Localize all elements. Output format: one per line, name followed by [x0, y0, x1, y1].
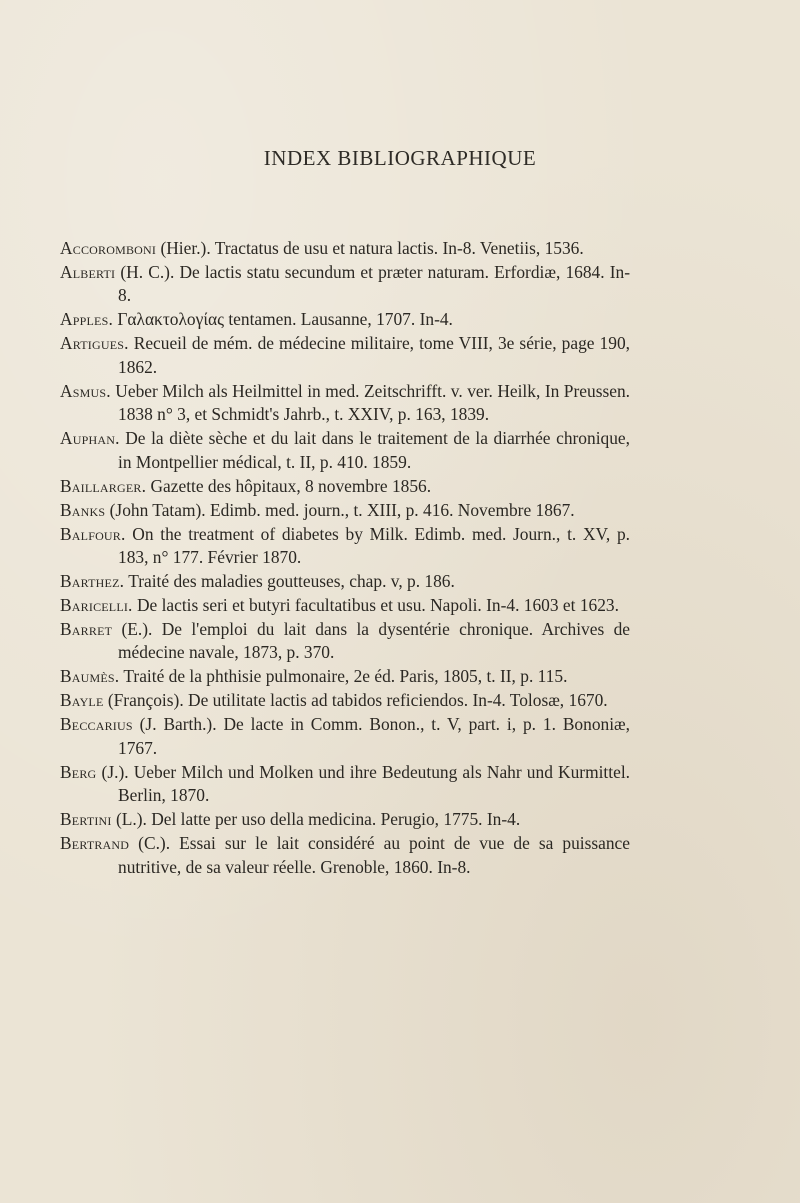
bibliography-entry: [60, 332, 630, 379]
entry-author: Berg: [60, 761, 97, 782]
bibliography-entry: [60, 808, 630, 831]
bibliography-entry: [60, 665, 630, 688]
entry-text: (C.). Essai sur le lait considéré au point de vue de sa puissance nutritive, de sa valeur réelle. Grenoble, 1860. In-8.: [118, 833, 630, 877]
bibliography-entry: [60, 523, 630, 570]
entry-text: (John Tatam). Edimb. med. journ., t. XIII, p. 416. Novembre 1867.: [105, 499, 575, 520]
entry-author: Asmus.: [60, 380, 111, 401]
entry-author: Baumès.: [60, 666, 120, 687]
bibliography-entry: [60, 594, 630, 617]
entry-text: De la diète sèche et du lait dans le traitement de la diarrhée chronique, in Montpellier médical, t. II, p. 410. 1859.: [118, 428, 630, 472]
entry-text: Traité des maladies goutteuses, chap. v, p. 186.: [124, 571, 455, 592]
page-title: INDEX BIBLIOGRAPHIQUE: [263, 146, 537, 170]
entry-text: Ueber Milch als Heilmittel in med. Zeitschrifft. v. ver. Heilk, In Preussen. 1838 n° 3, et Schmidt's Jahrb., t. XXIV, p. 163, 1839.: [110, 380, 630, 425]
entry-author: Auphan.: [60, 428, 120, 449]
entry-author: Barthez.: [60, 571, 125, 592]
entry-author: Bayle: [60, 690, 104, 711]
entry-text: Γαλακτολογίας tentamen. Lausanne, 1707. In-4.: [113, 309, 453, 330]
bibliography-entry: [60, 832, 630, 879]
entry-text: Recueil de mém. de médecine militaire, tome VIII, 3e série, page 190, 1862.: [118, 333, 630, 377]
entry-text: Gazette des hôpitaux, 8 novembre 1856.: [146, 475, 432, 496]
bibliography-entry: [60, 689, 630, 712]
bibliography-entry: [60, 713, 630, 760]
bibliography-entry: [60, 427, 630, 474]
entry-text: (J. Barth.). De lacte in Comm. Bonon., t. V, part. i, p. 1. Bononiæ, 1767.: [118, 714, 630, 758]
bibliography-entry: [60, 499, 630, 522]
entry-text: On the treatment of diabetes by Milk. Edimb. med. Journ., t. XV, p. 183, n° 177. Février 1870.: [118, 523, 630, 568]
entry-author: Artigues.: [60, 333, 129, 354]
entry-author: Balfour.: [60, 523, 126, 544]
entry-text: (J.). Ueber Milch und Molken und ihre Bedeutung als Nahr und Kurmittel. Berlin, 1870.: [96, 761, 630, 806]
entry-author: Baillarger.: [60, 475, 147, 496]
bibliography-entry: [60, 761, 630, 808]
bibliography-list: [60, 237, 630, 880]
entry-author: Beccarius: [60, 714, 133, 735]
entry-text: (François). De utilitate lactis ad tabidos reficiendos. In-4. Tolosæ, 1670.: [103, 690, 608, 711]
entry-text: (E.). De l'emploi du lait dans la dysentérie chronique. Archives de médecine navale, 1873, p. 370.: [112, 619, 630, 663]
entry-author: Bertrand: [60, 833, 130, 854]
bibliography-entry: [60, 237, 630, 260]
bibliography-entry: [60, 380, 630, 427]
entry-text: (L.). Del latte per uso della medicina. Perugio, 1775. In-4.: [111, 809, 521, 830]
entry-author: Bertini: [60, 809, 112, 830]
entry-author: Apples.: [60, 309, 113, 330]
entry-text: Traité de la phthisie pulmonaire, 2e éd. Paris, 1805, t. II, p. 115.: [119, 666, 568, 687]
entry-text: (Hier.). Tractatus de usu et natura lactis. In-8. Venetiis, 1536.: [156, 238, 584, 258]
bibliography-entry: [60, 308, 630, 331]
entry-author: Barret: [60, 619, 113, 640]
bibliography-entry: [60, 570, 630, 593]
bibliography-entry: [60, 618, 630, 665]
bibliography-entry: [60, 261, 630, 308]
entry-author: Alberti: [60, 262, 116, 282]
entry-author: Baricelli.: [60, 595, 133, 616]
entry-text: (H. C.). De lactis statu secundum et præter naturam. Erfordiæ, 1684. In-8.: [115, 262, 630, 306]
entry-author: Accoromboni: [60, 238, 157, 258]
bibliography-entry: [60, 475, 630, 498]
entry-text: De lactis seri et butyri facultatibus et usu. Napoli. In-4. 1603 et 1623.: [132, 595, 619, 616]
entry-author: Banks: [60, 499, 106, 520]
